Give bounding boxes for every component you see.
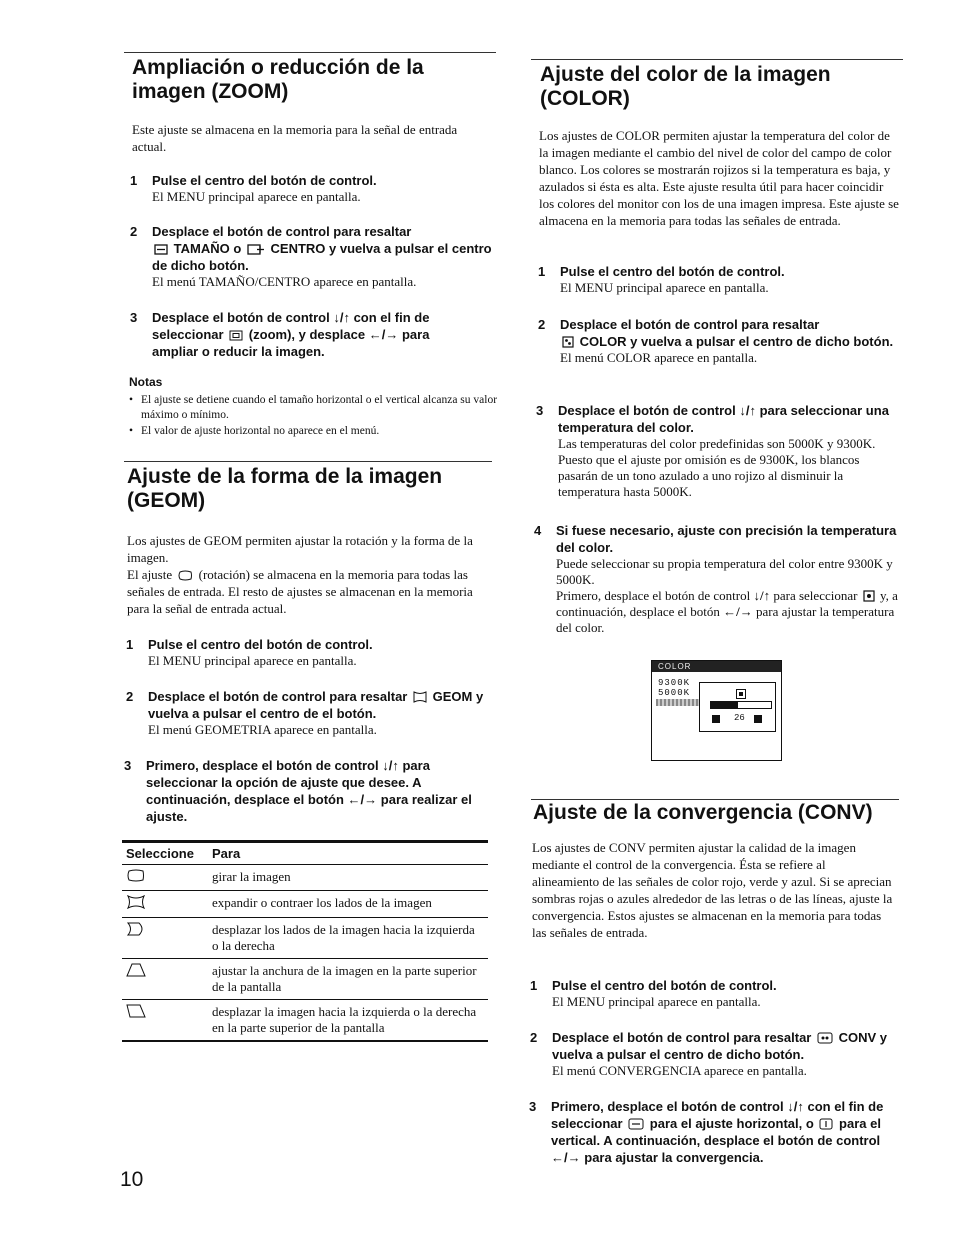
geom-icon bbox=[413, 691, 427, 703]
geom-options-table bbox=[122, 840, 488, 1042]
pincushion-icon bbox=[126, 895, 146, 909]
table-row bbox=[122, 865, 488, 891]
geom-intro-2: El ajuste (rotación) se almacena en la memoria para todas las señales de entrada. El resto de ajustes se almacenan en la memoria para la señal de entrada actual. bbox=[127, 567, 473, 616]
updown-arrow-icon: ↓/↑ bbox=[787, 1099, 804, 1114]
zoom-step-3: 3 Desplace el botón de control ↓/↑ con el fin de seleccionar (zoom), y desplace ←/→ para ampliar o reducir la imagen. bbox=[130, 310, 430, 359]
color-step-3: 3 Desplace el botón de control ↓/↑ para seleccionar una temperatura del color. Las temperaturas del color predefinidas son 5000K y 9300K. Puesto que el ajuste por omisión es de 9300K, los blancos pasarán de un tono azulado a uno rojizo al disminuir la temperatura hasta 5000K. bbox=[536, 403, 889, 499]
conv-step-3: 3 Primero, desplace el botón de control ↓/↑ con el fin de seleccionar para el ajuste horizontal, o para el vertical. A continuación, desplace el botón de control ←/→ para ajustar la convergencia. bbox=[529, 1099, 884, 1165]
updown-arrow-icon: ↓/↑ bbox=[753, 588, 771, 603]
size-icon bbox=[154, 244, 168, 255]
color-osd-option-5000k: 5000K bbox=[658, 688, 691, 698]
table-cell-text: ajustar la anchura de la imagen en la parte superior de la pantalla bbox=[208, 959, 488, 1000]
conv-intro: Los ajustes de CONV permiten ajustar la calidad de la imagen mediante el control de la convergencia. Ésta se refiere al alineamiento de las señales de color rojo, verde y azul. Si se aprecian sombras rojas o azules alrededor de las letras o de las líneas, ajuste la convergencia. Estos ajustes se almacenan en la memoria para todas las señales de entrada. bbox=[532, 840, 893, 940]
table-cell-text: desplazar los lados de la imagen hacia la izquierda o la derecha bbox=[208, 918, 488, 959]
geom-top-rule bbox=[124, 461, 492, 462]
vertical-conv-icon bbox=[819, 1118, 833, 1130]
table-row bbox=[122, 1000, 488, 1042]
leftright-arrow-icon: ←/→ bbox=[347, 792, 378, 807]
color-step-4: 4 Si fuese necesario, ajuste con precisión la temperatura del color. Puede seleccionar su propia temperatura del color entre 9300K y 5000K. Primero, desplace el botón de control ↓/↑ para seleccionar y, a continuación, desplace el botón ←/→ para ajustar la temperatura del color. bbox=[534, 523, 898, 635]
conv-step-1: 1 Pulse el centro del botón de control. El MENU principal aparece en pantalla. bbox=[530, 978, 777, 1009]
zoom-notes-title: Notas bbox=[129, 375, 163, 389]
leftright-arrow-icon: ←/→ bbox=[551, 1150, 581, 1165]
fine-adjust-icon bbox=[863, 590, 875, 602]
leftright-arrow-icon: ←/→ bbox=[723, 604, 753, 619]
zoom-top-rule bbox=[124, 52, 496, 53]
color-osd-plus-icon bbox=[754, 715, 762, 723]
fine-adjust-icon bbox=[736, 689, 746, 699]
parallelogram-icon bbox=[126, 1004, 146, 1018]
center-icon bbox=[247, 244, 265, 255]
color-top-rule bbox=[531, 59, 903, 60]
table-header-select: Seleccione bbox=[122, 842, 208, 865]
pin-balance-icon bbox=[126, 922, 146, 936]
table-cell-text: expandir o contraer los lados de la imagen bbox=[208, 891, 488, 918]
page-number: 10 bbox=[120, 1168, 144, 1191]
zoom-icon bbox=[229, 330, 243, 341]
table-header-for: Para bbox=[208, 842, 488, 865]
geom-step-3: 3 Primero, desplace el botón de control ↓/↑ para seleccionar la opción de ajuste que desee. A continuación, desplace el botón ←/→ para realizar el ajuste. bbox=[124, 758, 472, 824]
zoom-step-2: 2 Desplace el botón de control para resaltar TAMAÑO o CENTRO y vuelva a pulsar el centro de dicho botón. El menú TAMAÑO/CENTRO aparece en pantalla. bbox=[130, 224, 492, 289]
conv-heading: Ajuste de la convergencia (CONV) bbox=[533, 801, 873, 824]
color-intro: Los ajustes de COLOR permiten ajustar la temperatura del color de la imagen mediante el cambio del nivel de color del campo de color blanco. Los colores se mostrarán rojizos si la temperatura es baja, y azulados si ésta es alta. Este ajuste resulta útil para hacer coincidir los colores del monitor con los de una imagen impresa. Este ajuste se almacena en la memoria para todas las señales de entrada. bbox=[539, 128, 899, 228]
conv-top-rule bbox=[531, 799, 899, 800]
color-osd-slider-fill bbox=[711, 702, 738, 708]
zoom-step-1: 1 Pulse el centro del botón de control. El MENU principal aparece en pantalla. bbox=[130, 173, 377, 204]
color-step-2: 2 Desplace el botón de control para resaltar COLOR y vuelva a pulsar el centro de dicho botón. El menú COLOR aparece en pantalla. bbox=[538, 317, 894, 365]
updown-arrow-icon: ↓/↑ bbox=[382, 758, 399, 773]
color-osd-option-9300k: 9300K bbox=[658, 678, 691, 688]
updown-arrow-icon: ↓/↑ bbox=[739, 403, 756, 418]
color-osd-adjust-panel bbox=[699, 682, 776, 732]
color-osd-selected-swatch bbox=[656, 699, 700, 706]
zoom-heading: Ampliación o reducción de la imagen (ZOOM) bbox=[132, 56, 424, 103]
table-cell-text: girar la imagen bbox=[208, 865, 488, 891]
table-header-row bbox=[122, 842, 488, 865]
zoom-note-1: • El ajuste se detiene cuando el tamaño horizontal o el vertical alcanza su valor máximo o mínimo. bbox=[129, 393, 501, 423]
color-osd-slider-track bbox=[710, 701, 772, 709]
geom-step-2: 2 Desplace el botón de control para resaltar GEOM y vuelva a pulsar el centro de el botón. El menú GEOMETRIA aparece en pantalla. bbox=[126, 689, 484, 737]
geom-heading: Ajuste de la forma de la imagen (GEOM) bbox=[127, 465, 443, 512]
trapezoid-icon bbox=[126, 963, 146, 977]
conv-step-2: 2 Desplace el botón de control para resaltar CONV y vuelva a pulsar el centro de dicho botón. El menú CONVERGENCIA aparece en pantalla. bbox=[530, 1030, 888, 1078]
color-step-1: 1 Pulse el centro del botón de control. El MENU principal aparece en pantalla. bbox=[538, 264, 785, 295]
color-heading: Ajuste del color de la imagen (COLOR) bbox=[540, 63, 831, 110]
color-osd-menu bbox=[651, 660, 782, 761]
geom-intro-1: Los ajustes de GEOM permiten ajustar la rotación y la forma de la imagen. bbox=[127, 533, 473, 565]
rotation-icon bbox=[126, 869, 146, 882]
color-osd-minus-icon bbox=[712, 715, 720, 723]
updown-arrow-icon: ↓/↑ bbox=[333, 310, 350, 325]
table-cell-text: desplazar la imagen hacia la izquierda o la derecha en la parte superior de la pantalla bbox=[208, 1000, 488, 1042]
table-row bbox=[122, 959, 488, 1000]
color-osd-title: COLOR bbox=[652, 661, 781, 672]
color-osd-value: 26 bbox=[734, 713, 745, 723]
zoom-intro: Este ajuste se almacena en la memoria para la señal de entrada actual. bbox=[132, 122, 458, 154]
horizontal-conv-icon bbox=[628, 1118, 644, 1130]
color-icon bbox=[562, 336, 574, 348]
zoom-note-2: • El valor de ajuste horizontal no aparece en el menú. bbox=[129, 424, 501, 439]
leftright-arrow-icon: ←/→ bbox=[368, 327, 399, 342]
conv-icon bbox=[817, 1032, 833, 1044]
table-row bbox=[122, 918, 488, 959]
geom-step-1: 1 Pulse el centro del botón de control. El MENU principal aparece en pantalla. bbox=[126, 637, 373, 668]
table-row bbox=[122, 891, 488, 918]
rotation-icon bbox=[177, 570, 193, 581]
